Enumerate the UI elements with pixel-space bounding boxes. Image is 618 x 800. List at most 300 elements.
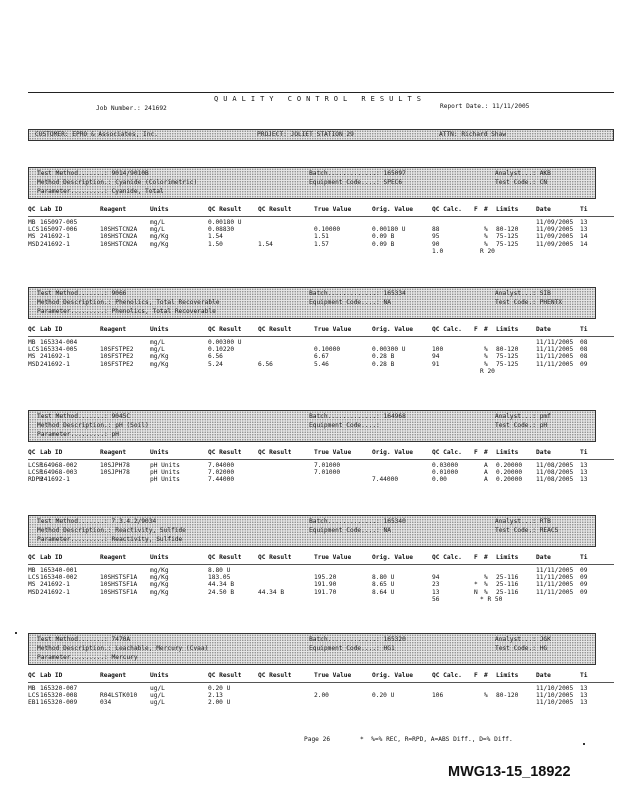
table-cell: %	[484, 240, 488, 248]
table-cell: 5.24	[208, 360, 223, 368]
table-cell: 10SHSTCN2A	[100, 233, 138, 241]
table-cell: 0.00180 U	[372, 226, 406, 234]
table-cell: 0.20 U	[372, 692, 395, 700]
table-cell: 11/11/2005	[536, 588, 574, 596]
column-header: Lab ID	[40, 326, 63, 333]
table-cell: 11/11/2005	[536, 346, 574, 354]
table-cell: 10SHSTCN2A	[100, 240, 138, 248]
table-cell: 0.20000	[496, 462, 523, 469]
column-header: QC Calc.	[432, 206, 462, 213]
table-cell: ug/L	[150, 685, 165, 692]
table-cell: 6.67	[314, 353, 329, 361]
table-cell: 0.03000	[432, 462, 459, 469]
table-cell: %	[484, 233, 488, 241]
equipment-code: Equipment Code....: NA	[309, 299, 391, 306]
rpd-limit: R 20	[480, 367, 495, 375]
rpd-limit: R 20	[480, 247, 495, 255]
table-cell: 11/11/2005	[536, 360, 574, 368]
column-header: QC Calc.	[432, 554, 462, 561]
column-header: Ti	[580, 206, 588, 213]
table-cell: 11/11/2005	[536, 574, 574, 582]
table-cell: 11/11/2005	[536, 339, 574, 346]
table-cell: mg/Kg	[150, 240, 169, 248]
column-header: Date	[536, 449, 551, 456]
scan-speck	[15, 632, 17, 634]
table-cell: 7.01000	[314, 462, 341, 469]
column-header: Date	[536, 554, 551, 561]
table-cell: 0.20000	[496, 476, 523, 484]
table-cell: 13	[580, 462, 588, 469]
report-title: QUALITY CONTROL RESULTS	[214, 95, 426, 103]
column-header: QC Result	[258, 672, 292, 679]
test-code: Test Code.: REACS	[495, 527, 559, 534]
table-cell: 0.28 B	[372, 360, 395, 368]
table-cell: mg/Kg	[150, 574, 169, 582]
table-cell: 165340-002	[40, 574, 78, 582]
table-cell: mg/Kg	[150, 233, 169, 241]
table-cell: 13	[580, 685, 588, 692]
table-cell: 11/11/2005	[536, 353, 574, 361]
column-header: True Value	[314, 449, 352, 456]
table-cell: MSD	[28, 240, 40, 248]
document-id: MWG13-15_18922	[448, 764, 571, 780]
table-cell: 2.13	[208, 692, 223, 700]
table-cell: 2.00	[314, 692, 329, 700]
rpd-value: 1.0	[432, 247, 444, 255]
table-cell: 1.51	[314, 233, 329, 241]
table-cell: MB	[28, 567, 36, 574]
scan-speck	[583, 743, 585, 745]
table-cell: 2.00 U	[208, 699, 231, 707]
table-cell: 241692-1	[40, 588, 70, 596]
customer: CUSTOMER: EPRO & Associates, Inc.	[35, 131, 158, 138]
table-cell: %	[484, 588, 488, 596]
table-cell: 10SFSTPE2	[100, 360, 134, 368]
table-cell: 13	[580, 692, 588, 700]
table-cell: 08	[580, 339, 588, 346]
table-cell: 94	[432, 353, 440, 361]
table-cell: MS	[28, 233, 36, 241]
analyst: Analyst...: RTB	[495, 518, 551, 525]
column-header: Limits	[496, 206, 519, 213]
test-method: Test Method.......: 7.3.4.2/9034	[37, 518, 157, 525]
column-header: True Value	[314, 206, 352, 213]
column-header: Orig. Value	[372, 672, 413, 679]
column-header: Limits	[496, 554, 519, 561]
method-description: Method Description.: Leachable, Mercury (Cvaa)	[37, 645, 209, 652]
column-header: Units	[150, 554, 169, 561]
table-cell: 6.56	[258, 360, 273, 368]
table-cell: 1.57	[314, 240, 329, 248]
table-cell: 09	[580, 581, 588, 589]
table-cell: 034	[100, 699, 112, 707]
table-cell: 241692-1	[40, 353, 70, 361]
table-cell: 44.34 B	[258, 588, 285, 596]
column-header: Ti	[580, 554, 588, 561]
table-cell: 0.00	[432, 476, 447, 484]
column-header: QC	[28, 672, 36, 679]
method-info-box	[28, 633, 596, 665]
table-cell: 13	[580, 219, 588, 226]
table-cell: ug/L	[150, 699, 165, 707]
table-cell: 23	[432, 581, 440, 589]
table-cell: 13	[580, 699, 588, 707]
column-header: Lab ID	[40, 449, 63, 456]
column-header: True Value	[314, 326, 352, 333]
method-description: Method Description.: pH (Soil)	[37, 422, 149, 429]
table-cell: 8.80 U	[208, 567, 231, 574]
table-cell: 0.09 B	[372, 240, 395, 248]
column-header: Orig. Value	[372, 206, 413, 213]
column-header: QC Result	[208, 326, 242, 333]
table-cell: 5.46	[314, 360, 329, 368]
column-header: QC Result	[208, 554, 242, 561]
column-header: Ti	[580, 449, 588, 456]
table-cell: 10SHSTSF1A	[100, 581, 138, 589]
table-cell: 08	[580, 353, 588, 361]
column-header: #	[484, 326, 488, 333]
table-cell: 11/10/2005	[536, 685, 574, 692]
table-cell: %	[484, 581, 488, 589]
table-cell: 11/08/2005	[536, 476, 574, 484]
batch: Batch.............: 165340	[309, 518, 406, 525]
column-header: F	[474, 554, 478, 561]
column-header: Lab ID	[40, 206, 63, 213]
table-cell: 11/09/2005	[536, 240, 574, 248]
table-cell: 165320-009	[40, 699, 78, 707]
table-cell: A	[484, 462, 488, 469]
column-header: QC Result	[258, 206, 292, 213]
column-header: QC	[28, 326, 36, 333]
table-cell: 75-125	[496, 360, 519, 368]
table-cell: R04LSTK010	[100, 692, 138, 700]
table-cell: 13	[580, 226, 588, 234]
column-header: Date	[536, 206, 551, 213]
column-header: Units	[150, 326, 169, 333]
column-header: Orig. Value	[372, 554, 413, 561]
table-cell: ug/L	[150, 692, 165, 700]
test-method: Test Method.......: 9066	[37, 290, 127, 297]
table-cell: 11/11/2005	[536, 567, 574, 574]
table-cell: 08	[580, 346, 588, 354]
table-cell: 11/11/2005	[536, 581, 574, 589]
header-rule	[28, 564, 614, 565]
column-header: QC Calc.	[432, 672, 462, 679]
table-cell: 10SJPH78	[100, 462, 130, 469]
column-header: Units	[150, 672, 169, 679]
table-cell: 80-120	[496, 346, 519, 354]
batch: Batch.............: 164968	[309, 413, 406, 420]
method-description: Method Description.: Reactivity, Sulfide	[37, 527, 187, 534]
table-cell: 09	[580, 574, 588, 582]
column-header: QC Calc.	[432, 449, 462, 456]
table-cell: 14	[580, 240, 588, 248]
table-cell: 165320-008	[40, 692, 78, 700]
header-rule	[28, 459, 614, 460]
column-header: Ti	[580, 326, 588, 333]
table-cell: pH Units	[150, 476, 180, 484]
table-cell: MS	[28, 353, 36, 361]
method-description: Method Description.: Phenolics, Total Recoverable	[37, 299, 220, 306]
column-header: True Value	[314, 672, 352, 679]
test-method: Test Method.......: 9014/9010B	[37, 170, 149, 177]
table-cell: 95	[432, 233, 440, 241]
table-cell: 11/10/2005	[536, 699, 574, 707]
method-description: Method Description.: Cyanide (Colorimetric)	[37, 179, 198, 186]
column-header: QC Result	[208, 206, 242, 213]
table-cell: 0.01000	[432, 469, 459, 477]
column-header: Reagent	[100, 554, 127, 561]
table-cell: 165334-004	[40, 339, 78, 346]
table-cell: MSD	[28, 360, 40, 368]
table-cell: 25-116	[496, 581, 519, 589]
parameter: Parameter.........: Phenolics, Total Recoverable	[37, 308, 216, 315]
table-cell: MB	[28, 339, 36, 346]
table-cell: 165340-001	[40, 567, 78, 574]
table-cell: 11/09/2005	[536, 233, 574, 241]
page-number: Page 26	[304, 736, 331, 743]
column-header: Lab ID	[40, 672, 63, 679]
table-cell: 165334-005	[40, 346, 78, 354]
method-info-box	[28, 410, 596, 442]
job-number: Job Number.: 241692	[96, 105, 167, 112]
table-cell: MS	[28, 581, 36, 589]
table-cell: EB1	[28, 699, 40, 707]
table-cell: mg/Kg	[150, 581, 169, 589]
test-code: Test Code.: HG	[495, 645, 548, 652]
table-cell: *	[474, 581, 478, 589]
table-cell: LCSP	[28, 462, 43, 469]
batch: Batch.............: 165320	[309, 636, 406, 643]
column-header: QC Calc.	[432, 326, 462, 333]
column-header: Orig. Value	[372, 449, 413, 456]
table-cell: 241692-1	[40, 360, 70, 368]
table-cell: LCS	[28, 692, 40, 700]
legend: * %=% REC, R=RPD, A=ABS Diff., D=% Diff.	[360, 736, 513, 743]
table-cell: mg/L	[150, 226, 165, 234]
column-header: F	[474, 206, 478, 213]
table-cell: 13	[580, 469, 588, 477]
table-cell: 0.09 B	[372, 233, 395, 241]
table-cell: 10SFSTPE2	[100, 353, 134, 361]
parameter: Parameter.........: Cyanide, Total	[37, 188, 164, 195]
table-cell: 7.04000	[208, 462, 235, 469]
column-header: QC Result	[258, 326, 292, 333]
top-rule	[28, 92, 614, 93]
column-header: Limits	[496, 449, 519, 456]
parameter: Parameter.........: Mercury	[37, 654, 138, 661]
table-cell: LCS	[28, 574, 40, 582]
column-header: Lab ID	[40, 554, 63, 561]
column-header: True Value	[314, 554, 352, 561]
equipment-code: Equipment Code....: NA	[309, 527, 391, 534]
table-cell: 191.70	[314, 588, 337, 596]
table-cell: 75-125	[496, 353, 519, 361]
test-method: Test Method.......: 9045C	[37, 413, 131, 420]
column-header: QC	[28, 206, 36, 213]
table-cell: 0.10000	[314, 346, 341, 354]
column-header: QC	[28, 554, 36, 561]
table-cell: LCS	[28, 346, 40, 354]
table-cell: 8.65 U	[372, 581, 395, 589]
method-info-box	[28, 515, 596, 547]
project: PROJECT: JOLIET STATION 29	[257, 131, 354, 138]
table-cell: 0.10000	[314, 226, 341, 234]
table-cell: 13	[580, 476, 588, 484]
header-rule	[28, 336, 614, 337]
column-header: Reagent	[100, 449, 127, 456]
table-cell: 10SHSTSF1A	[100, 588, 138, 596]
column-header: Date	[536, 672, 551, 679]
table-cell: LCSP	[28, 469, 43, 477]
column-header: Ti	[580, 672, 588, 679]
table-cell: 7.01000	[314, 469, 341, 477]
column-header: Limits	[496, 326, 519, 333]
table-cell: mg/Kg	[150, 567, 169, 574]
table-cell: mg/L	[150, 346, 165, 354]
column-header: QC Result	[258, 554, 292, 561]
table-cell: 09	[580, 567, 588, 574]
column-header: QC	[28, 449, 36, 456]
table-cell: %	[484, 353, 488, 361]
table-cell: 241692-1	[40, 233, 70, 241]
table-cell: mg/L	[150, 339, 165, 346]
table-cell: %	[484, 226, 488, 234]
table-cell: 164968-002	[40, 462, 78, 469]
table-cell: 7.44000	[208, 476, 235, 484]
table-cell: 25-116	[496, 574, 519, 582]
equipment-code: Equipment Code....: HG1	[309, 645, 395, 652]
table-cell: 91	[432, 360, 440, 368]
column-header: Units	[150, 206, 169, 213]
table-cell: 0.00300 U	[372, 346, 406, 354]
analyst: Analyst...: JGK	[495, 636, 551, 643]
table-cell: 11/10/2005	[536, 692, 574, 700]
analyst: Analyst...: AKB	[495, 170, 551, 177]
column-header: QC Result	[208, 672, 242, 679]
header-rule	[28, 682, 614, 683]
table-cell: 44.34 B	[208, 581, 235, 589]
table-cell: 241692-1	[40, 581, 70, 589]
table-cell: 11/09/2005	[536, 226, 574, 234]
table-cell: 6.56	[208, 353, 223, 361]
equipment-code: Equipment Code....:	[309, 422, 384, 429]
table-cell: 195.20	[314, 574, 337, 582]
table-cell: 7.02000	[208, 469, 235, 477]
table-cell: MB	[28, 685, 36, 692]
column-header: Reagent	[100, 672, 127, 679]
column-header: #	[484, 206, 488, 213]
rpd-value: 56	[432, 595, 440, 603]
analyst: Analyst...: pmf	[495, 413, 551, 420]
column-header: Limits	[496, 672, 519, 679]
table-cell: 0.20 U	[208, 685, 231, 692]
column-header: Reagent	[100, 326, 127, 333]
table-cell: pH Units	[150, 462, 180, 469]
table-cell: 75-125	[496, 240, 519, 248]
table-cell: %	[484, 360, 488, 368]
table-cell: 0.28 B	[372, 353, 395, 361]
table-cell: 09	[580, 588, 588, 596]
table-cell: 0.20000	[496, 469, 523, 477]
column-header: Reagent	[100, 206, 127, 213]
table-cell: 1.54	[208, 233, 223, 241]
table-cell: 88	[432, 226, 440, 234]
table-cell: %	[484, 346, 488, 354]
batch: Batch.............: 165334	[309, 290, 406, 297]
table-cell: 191.90	[314, 581, 337, 589]
analyst: Analyst...: SIB	[495, 290, 551, 297]
customer-bar	[28, 129, 614, 141]
table-cell: 10SHSTSF1A	[100, 574, 138, 582]
test-method: Test Method.......: 7470A	[37, 636, 131, 643]
table-cell: 10SHSTCN2A	[100, 226, 138, 234]
table-cell: mg/L	[150, 219, 165, 226]
table-cell: 0.10220	[208, 346, 235, 354]
test-code: Test Code.: pH	[495, 422, 548, 429]
table-cell: 13	[432, 588, 440, 596]
table-cell: RDPH	[28, 476, 43, 484]
table-cell: MB	[28, 219, 36, 226]
table-cell: 11/08/2005	[536, 462, 574, 469]
table-cell: 11/08/2005	[536, 469, 574, 477]
table-cell: 1.54	[258, 240, 273, 248]
table-cell: 241692-1	[40, 240, 70, 248]
report-date: Report Date.: 11/11/2005	[440, 103, 530, 110]
parameter: Parameter.........: pH	[37, 431, 119, 438]
table-cell: 24.50 B	[208, 588, 235, 596]
table-cell: 165320-007	[40, 685, 78, 692]
column-header: F	[474, 449, 478, 456]
table-cell: 0.08830	[208, 226, 235, 234]
table-cell: 75-125	[496, 233, 519, 241]
column-header: F	[474, 326, 478, 333]
table-cell: %	[484, 692, 488, 700]
test-code: Test Code.: PHENTX	[495, 299, 563, 306]
column-header: #	[484, 672, 488, 679]
header-rule	[28, 216, 614, 217]
table-cell: 14	[580, 233, 588, 241]
column-header: Units	[150, 449, 169, 456]
rpd-limit: * R 50	[480, 595, 503, 603]
table-cell: 10SJPH78	[100, 469, 130, 477]
parameter: Parameter.........: Reactivity, Sulfide	[37, 536, 183, 543]
table-cell: 106	[432, 692, 444, 700]
table-cell: pH Units	[150, 469, 180, 477]
table-cell: mg/Kg	[150, 588, 169, 596]
table-cell: 1.50	[208, 240, 223, 248]
test-code: Test Code.: CN	[495, 179, 548, 186]
table-cell: 241692-1	[40, 476, 70, 484]
table-cell: 8.80 U	[372, 574, 395, 582]
table-cell: A	[484, 476, 488, 484]
table-cell: 0.00180 U	[208, 219, 242, 226]
method-info-box	[28, 167, 596, 199]
table-cell: MSD	[28, 588, 40, 596]
table-cell: %	[484, 574, 488, 582]
column-header: F	[474, 672, 478, 679]
equipment-code: Equipment Code....: SPEC6	[309, 179, 403, 186]
table-cell: 80-120	[496, 692, 519, 700]
table-cell: 164968-003	[40, 469, 78, 477]
table-cell: A	[484, 469, 488, 477]
attn: ATTN: Richard Shaw	[439, 131, 507, 138]
column-header: #	[484, 554, 488, 561]
table-cell: 165097-005	[40, 219, 78, 226]
column-header: #	[484, 449, 488, 456]
table-cell: 80-120	[496, 226, 519, 234]
table-cell: 94	[432, 574, 440, 582]
